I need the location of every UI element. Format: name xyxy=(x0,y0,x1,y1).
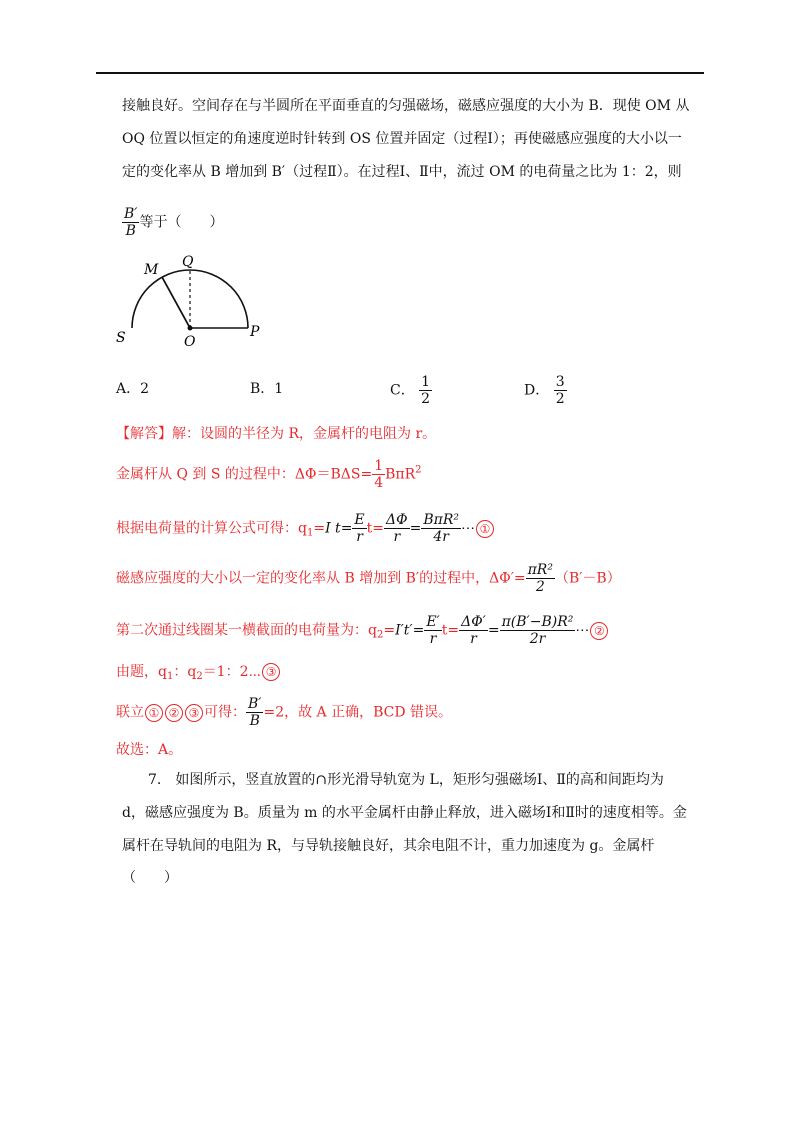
step4-frac2-den: r xyxy=(470,631,477,647)
option-b-value: 1 xyxy=(274,381,284,397)
option-c-fraction xyxy=(419,374,432,407)
ratio-fraction xyxy=(122,206,139,239)
step2-frac1-num: E xyxy=(354,512,365,528)
ratio-numerator: B′ xyxy=(124,206,138,222)
next-problem-line-2: d，磁感应强度为 B。质量为 m 的水平金属杆由静止释放，进入磁场Ⅰ和Ⅱ时的速度相等。金 xyxy=(122,805,687,821)
step4-frac2 xyxy=(459,614,488,647)
step4-eq3: = xyxy=(487,622,500,639)
step4-sub: 2 xyxy=(376,629,384,641)
step2-sub: 1 xyxy=(306,527,314,539)
step1-den: 4 xyxy=(374,475,384,491)
step2-frac2-num: ΔΦ xyxy=(386,512,408,528)
label-m: M xyxy=(144,262,159,278)
solution-intro xyxy=(116,424,436,444)
option-d-denominator: 2 xyxy=(555,391,565,407)
solution-head: 【解答】 xyxy=(116,426,172,442)
step2-it: I t xyxy=(325,520,341,537)
step4-frac1 xyxy=(424,614,441,647)
step3-fraction xyxy=(526,562,555,595)
step3-tail: （B′－B） xyxy=(554,570,621,587)
step4-frac3 xyxy=(500,614,576,647)
solution-intro-text: 解：设圆的半径为 R，金属杆的电阻为 r。 xyxy=(172,426,437,442)
step5-mid: ：q xyxy=(173,664,197,680)
label-s: S xyxy=(116,330,126,346)
step6-mid: 可得： xyxy=(204,704,246,721)
option-a[interactable] xyxy=(116,378,149,398)
step6-den: B xyxy=(249,713,260,729)
semicircle-figure xyxy=(110,250,270,350)
step2-frac1 xyxy=(352,512,366,545)
step6-fraction xyxy=(246,696,263,729)
solution-step-5 xyxy=(116,662,281,687)
option-a-value: 2 xyxy=(140,381,150,397)
step6-num: B′ xyxy=(248,696,262,712)
step6-mark-3: ③ xyxy=(185,704,203,722)
step4-t: t= xyxy=(441,622,460,639)
option-b[interactable] xyxy=(250,378,283,398)
step4-frac1-num: E′ xyxy=(426,614,440,630)
option-d-label: D． xyxy=(524,382,550,399)
step4-dots: ⋯ xyxy=(575,622,590,639)
step2-frac3 xyxy=(421,512,461,545)
point-o xyxy=(188,326,193,331)
rod-om xyxy=(162,277,190,328)
option-d-numerator: 3 xyxy=(555,374,565,390)
option-c-numerator: 1 xyxy=(421,374,431,390)
step1-text: 金属杆从 Q 到 S 的过程中：ΔΦ＝BΔS= xyxy=(116,466,373,483)
step2-text: 根据电荷量的计算公式可得：q xyxy=(116,520,307,537)
step2-dots: ⋯ xyxy=(461,520,475,537)
step3-num: πR² xyxy=(527,562,553,578)
problem-line-1: 接触良好。空间存在与半圆所在平面垂直的匀强磁场，磁感应强度的大小为 B．现使 OM 从 xyxy=(122,98,690,114)
step3-text: 磁感应强度的大小以一定的变化率从 B 增加到 B′的过程中，ΔΦ′= xyxy=(116,570,526,587)
step2-t: t= xyxy=(366,520,385,537)
mark-2: ② xyxy=(590,622,608,640)
step4-frac1-den: r xyxy=(429,631,437,647)
mark-1: ① xyxy=(476,520,494,538)
step2-frac3-den: 4r xyxy=(433,529,449,545)
solution-answer: 故选：A。 xyxy=(116,742,183,758)
ratio-tail: 等于（ ） xyxy=(139,214,224,231)
step4-frac2-num: ΔΦ′ xyxy=(461,614,486,630)
problem-ratio-line xyxy=(122,206,223,239)
ratio-denominator: B xyxy=(125,223,136,239)
next-problem-line-1: 7. 如图所示，竖直放置的∩形光滑导轨宽为 L，矩形匀强磁场Ⅰ、Ⅱ的高和间距均为 xyxy=(148,772,664,788)
option-d-fraction xyxy=(554,374,567,407)
step5-sub1: 1 xyxy=(166,671,174,682)
solution-step-2 xyxy=(116,512,495,545)
step4-frac3-num: π(B′−B)R² xyxy=(501,614,574,630)
step3-den: 2 xyxy=(535,579,545,595)
label-q: Q xyxy=(182,254,194,270)
step4-frac3-den: 2r xyxy=(529,631,546,647)
problem-line-3: 定的变化率从 B 增加到 B′（过程Ⅱ）。在过程Ⅰ、Ⅱ中，流过 OM 的电荷量之比为 1：2，则 xyxy=(122,164,682,180)
solution-step-4 xyxy=(116,614,609,647)
step1-num: 1 xyxy=(374,458,384,474)
option-d[interactable] xyxy=(524,374,567,407)
step4-it: I′t′ xyxy=(395,622,413,639)
option-b-label: B． xyxy=(250,381,275,397)
step1-exponent: 2 xyxy=(415,464,422,476)
step2-eq3: = xyxy=(409,520,422,537)
next-problem-line-3: 属杆在导轨间的电阻为 R，与导轨接触良好，其余电阻不计，重力加速度为 g。金属杆 xyxy=(122,838,655,854)
step2-eq: = xyxy=(313,520,326,537)
step6-mark-1: ① xyxy=(145,704,163,722)
step5-sub2: 2 xyxy=(196,671,203,682)
step6-tail: =2，故 A 正确，BCD 错误。 xyxy=(263,704,453,721)
step5-text: 由题，q xyxy=(116,664,167,680)
option-a-label: A． xyxy=(116,381,141,397)
mark-3: ③ xyxy=(262,663,280,681)
step2-frac2-den: r xyxy=(393,529,401,545)
option-c-denominator: 2 xyxy=(421,391,431,407)
solution-step-6 xyxy=(116,696,452,729)
step2-frac2 xyxy=(384,512,410,545)
step5-tail: ＝1：2⋯ xyxy=(202,664,262,680)
step4-eq2: = xyxy=(412,622,425,639)
step6-mark-2: ② xyxy=(165,704,183,722)
solution-step-3 xyxy=(116,562,621,595)
step2-frac3-num: BπR² xyxy=(423,512,459,528)
step4-eq: = xyxy=(383,622,396,639)
step4-text: 第二次通过线圈某一横截面的电荷量为：q xyxy=(116,622,377,639)
label-p: P xyxy=(250,324,260,340)
label-o: O xyxy=(184,334,196,350)
option-c-label: C． xyxy=(390,382,415,399)
step1-fraction xyxy=(372,458,385,491)
header-rule xyxy=(96,72,704,74)
next-problem-line-4: （ ） xyxy=(122,870,178,886)
problem-line-2: OQ 位置以恒定的角速度逆时针转到 OS 位置并固定（过程Ⅰ）；再使磁感应强度的大小以一 xyxy=(122,131,682,147)
solution-step-1 xyxy=(116,458,422,491)
option-c[interactable] xyxy=(390,374,432,407)
step6-text: 联立 xyxy=(116,704,144,721)
step1-tail: BπR xyxy=(385,466,416,483)
step2-eq2: = xyxy=(340,520,353,537)
step2-frac1-den: r xyxy=(356,529,363,545)
